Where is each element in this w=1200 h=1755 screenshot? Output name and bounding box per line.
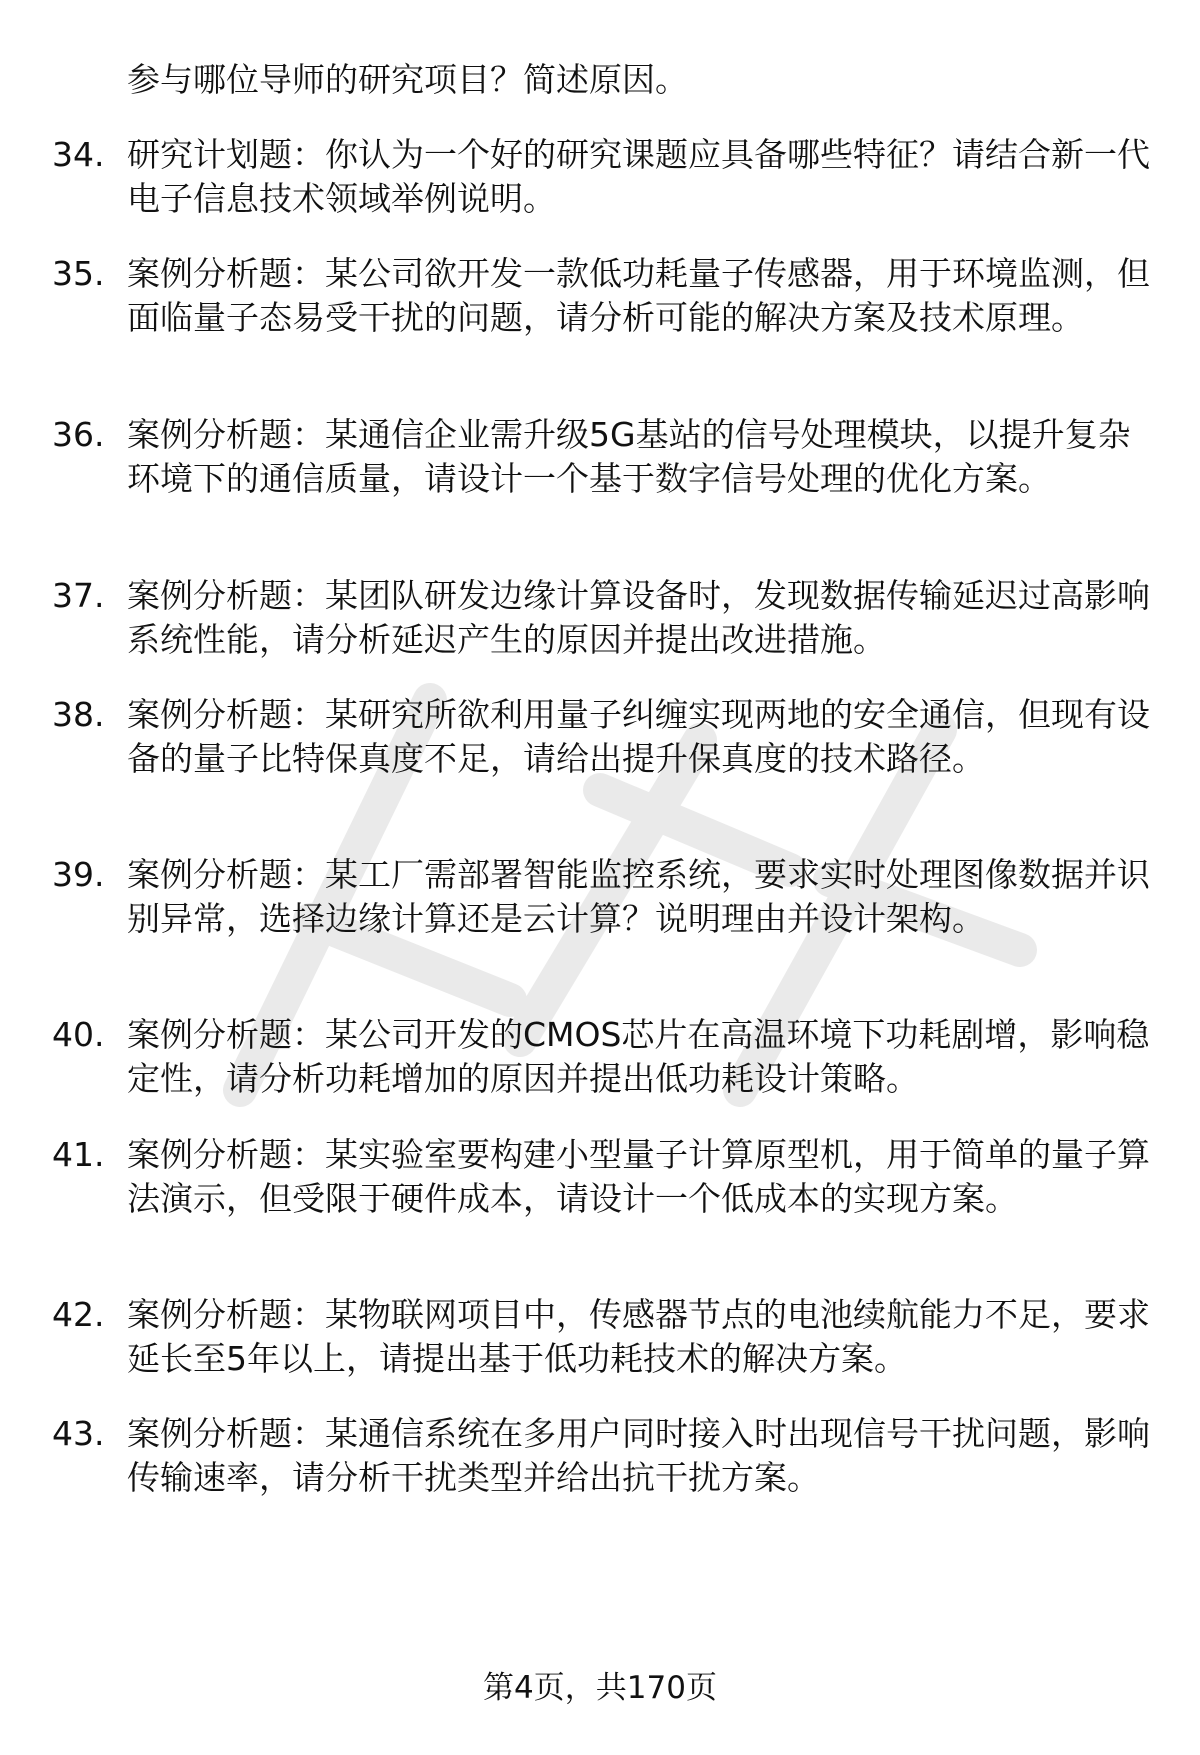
question-item xyxy=(52,1013,1162,1101)
question-number: 42. xyxy=(52,1295,105,1334)
question-item xyxy=(52,1412,1162,1500)
question-number: 38. xyxy=(52,695,105,734)
question-text: 案例分析题：某公司欲开发一款低功耗量子传感器，用于环境监测，但面临量子态易受干扰的问题，请分析可能的解决方案及技术原理。 xyxy=(127,254,1150,337)
question-text: 案例分析题：某团队研发边缘计算设备时，发现数据传输延迟过高影响系统性能，请分析延迟产生的原因并提出改进措施。 xyxy=(127,576,1150,659)
question-item xyxy=(52,574,1162,662)
question-item xyxy=(52,133,1162,221)
question-text: 案例分析题：某物联网项目中，传感器节点的电池续航能力不足，要求延长至5年以上，请提出基于低功耗技术的解决方案。 xyxy=(127,1295,1150,1378)
question-item xyxy=(52,1133,1162,1221)
page-footer: 第4页，共170页 xyxy=(483,1670,717,1706)
question-number: 39. xyxy=(52,855,105,894)
question-text: 案例分析题：某通信企业需升级5G基站的信号处理模块，以提升复杂环境下的通信质量，请设计一个基于数字信号处理的优化方案。 xyxy=(127,415,1131,498)
question-text: 案例分析题：某通信系统在多用户同时接入时出现信号干扰问题，影响传输速率，请分析干扰类型并给出抗干扰方案。 xyxy=(127,1414,1150,1497)
continued-question-text: 参与哪位导师的研究项目？简述原因。 xyxy=(127,60,688,99)
question-number: 36. xyxy=(52,415,105,454)
question-item xyxy=(52,1293,1162,1381)
question-text: 案例分析题：某公司开发的CMOS芯片在高温环境下功耗剧增，影响稳定性，请分析功耗增加的原因并提出低功耗设计策略。 xyxy=(127,1015,1150,1098)
question-item xyxy=(52,413,1162,501)
question-number: 41. xyxy=(52,1135,105,1174)
question-item xyxy=(52,693,1162,781)
question-number: 40. xyxy=(52,1015,105,1054)
question-text: 研究计划题：你认为一个好的研究课题应具备哪些特征？请结合新一代电子信息技术领域举例说明。 xyxy=(127,135,1150,218)
question-text: 案例分析题：某研究所欲利用量子纠缠实现两地的安全通信，但现有设备的量子比特保真度不足，请给出提升保真度的技术路径。 xyxy=(127,695,1150,778)
question-number: 34. xyxy=(52,135,105,174)
question-item xyxy=(52,853,1162,941)
question-text: 案例分析题：某实验室要构建小型量子计算原型机，用于简单的量子算法演示，但受限于硬件成本，请设计一个低成本的实现方案。 xyxy=(127,1135,1150,1218)
question-number: 35. xyxy=(52,254,105,293)
question-text: 案例分析题：某工厂需部署智能监控系统，要求实时处理图像数据并识别异常，选择边缘计算还是云计算？说明理由并设计架构。 xyxy=(127,855,1150,938)
question-number: 43. xyxy=(52,1414,105,1453)
question-number: 37. xyxy=(52,576,105,615)
question-item xyxy=(52,252,1162,340)
